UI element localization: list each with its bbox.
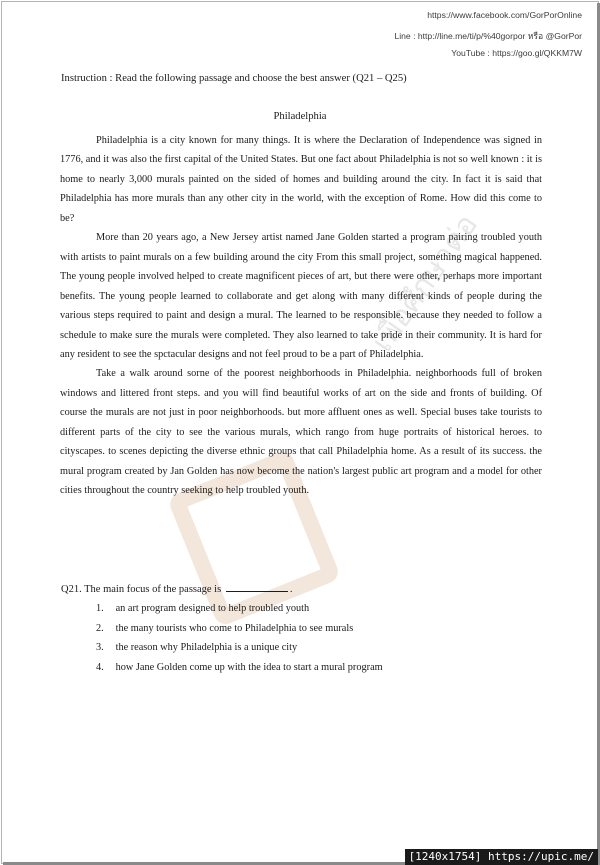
answer-option-1[interactable] — [96, 599, 383, 619]
passage-body — [60, 131, 542, 501]
question-q21 — [61, 582, 292, 595]
option-text: the many tourists who come to Philadelphia to see murals — [115, 622, 354, 634]
option-text: an art program designed to help troubled youth — [115, 603, 310, 614]
option-number: 4. — [96, 661, 104, 673]
passage-paragraph-1: Philadelphia is a city known for many things. It is where the Declaration of Independence was signed in 1776, and it was also the first capital of the United States. But one fact about Philadelphia is not so well known : it is home to nearly 3,000 murals painted on the sided of homes and building around the city. In fact it is said that Philadelphia has more murals than any other city in the world, with the exception of Rome. How did this come to be? — [60, 135, 542, 224]
instruction: Instruction : Read the following passage and choose the best answer (Q21 – Q25) — [61, 73, 407, 84]
option-number: 3. — [96, 642, 104, 654]
image-size-badge: [1240x1754] https://upic.me/ — [405, 849, 598, 865]
watermark-text: เพื่อศึกษาต่อ — [365, 208, 485, 358]
passage-paragraph-3: Take a walk around sorne of the poorest neighborhoods in Philadelphia. neighborhoods full of broken windows and littered front steps. and you will find beautiful works of art on the side and fronts of building. Of course the murals are not just in poor neighborhoods. but more affluent ones as well. Special buses take tourists to different parts of the city to see the various murals, which rango from huge portraits of historical heroes. to cityscapes. to scenes depicting the diverse ethnic groups that call Philadelphia home. As a result of its success. the mural program created by Jan Golden has now become the nation's largest public art program and a model for other cities throughout the country seeking to help troubled youth. — [60, 368, 542, 497]
answer-option-3[interactable] — [96, 638, 383, 658]
header-youtube-link[interactable]: YouTube : https://goo.gl/QKKM7W — [451, 48, 582, 58]
question-prompt: Q21. The main focus of the passage is — [61, 584, 222, 595]
passage-paragraph-2: More than 20 years ago, a New Jersey artist named Jane Golden started a program pairing troubled youth with artists to paint murals on a few building around the city From this small project, something magical happened. The young people involved helped to create magnificent pieces of art, but there were other, perhaps more important benefits. The young people learned to collaborate and get along with many different kinds of people during the various steps required to paint and design a mural. The learned to be responsible. because they needed to follow a schedule to make sure the murals were completed. They also learned to take pride in their community. It is hard for any resident to see the spctacular designs and not feel proud to be a part of Philadelphia. — [60, 232, 542, 360]
header-facebook-link[interactable]: https://www.facebook.com/GorPorOnline — [427, 10, 582, 20]
header-line-link[interactable]: Line : http://line.me/ti/p/%40gorpor หรือ @GorPor — [394, 31, 582, 41]
question-period: . — [289, 584, 293, 595]
answer-blank — [226, 582, 288, 592]
option-text: the reason why Philadelphia is a unique city — [115, 642, 298, 654]
option-number: 1. — [96, 603, 104, 614]
answer-option-4[interactable] — [96, 658, 383, 678]
option-number: 2. — [96, 622, 104, 634]
answer-options — [96, 599, 383, 677]
option-text: how Jane Golden come up with the idea to start a mural program — [115, 661, 383, 673]
passage-title: Philadelphia — [273, 111, 327, 122]
answer-option-2[interactable] — [96, 619, 383, 639]
